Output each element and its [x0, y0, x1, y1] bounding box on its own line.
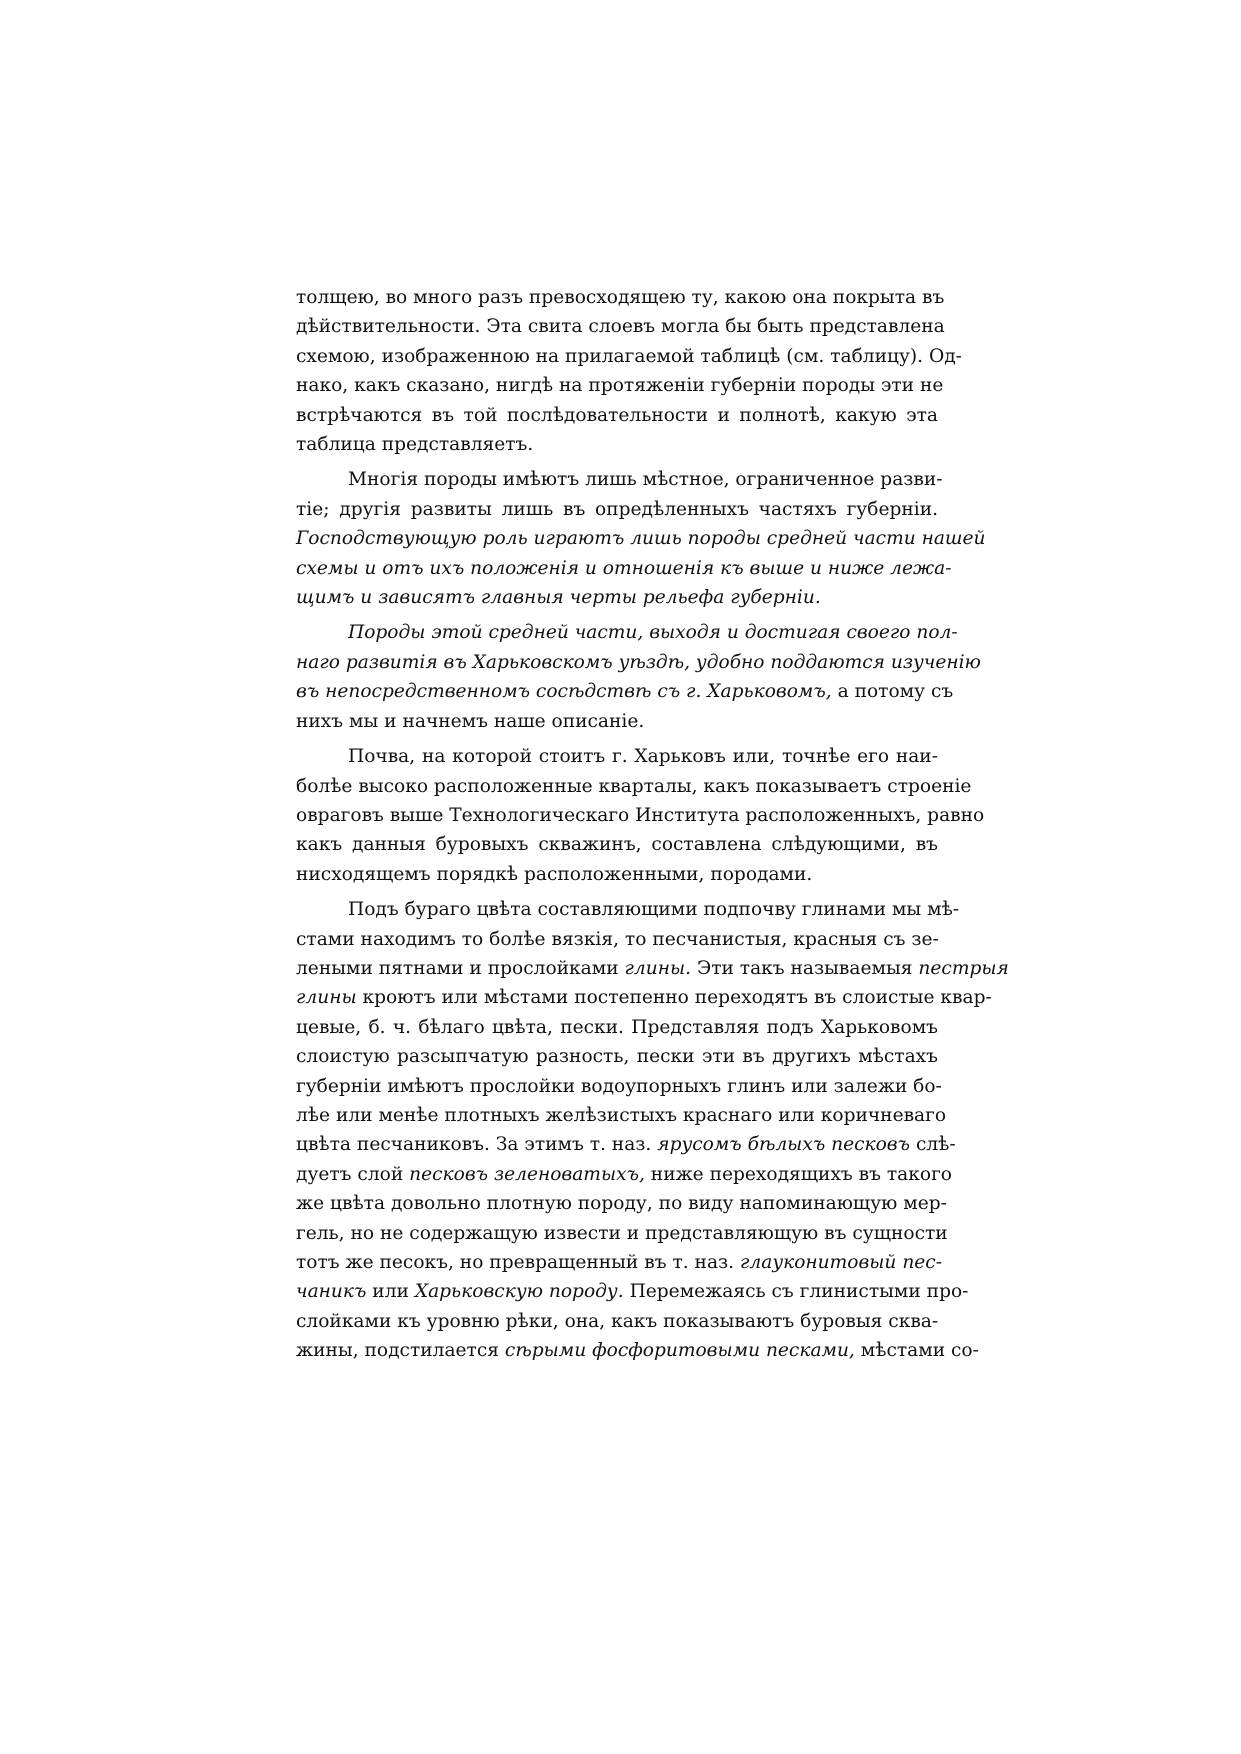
text-line: гель, но не содержащую извести и представляющую въ сущности — [296, 1222, 948, 1244]
italic-text: чаникъ — [296, 1281, 367, 1303]
text-line: схемою, изображенною на прилагаемой таблицѣ (см. таблицу). Од- — [296, 345, 962, 367]
text-run: Перемежаясь съ глинистыми про- — [629, 1281, 969, 1303]
text-run: дуетъ слой — [296, 1163, 404, 1185]
text-line: болѣе высоко расположенные кварталы, какъ показываетъ строеніе — [296, 775, 972, 797]
text-line — [296, 1130, 956, 1159]
paragraph — [296, 283, 962, 459]
italic-text: глины. — [624, 957, 692, 979]
paragraph — [296, 895, 1009, 1366]
italic-text: ярусомъ бѣлыхъ песковъ — [657, 1134, 911, 1156]
body-text — [296, 283, 1009, 1366]
text-line: таблица представляетъ. — [296, 434, 534, 456]
text-line — [296, 1277, 969, 1306]
text-line: какъ данныя буровыхъ скважинъ, составлена слѣдующими, въ — [296, 834, 938, 856]
text-run: ниже переходящихъ въ такого — [650, 1163, 953, 1185]
paragraph — [296, 618, 981, 736]
text-run: или — [372, 1281, 409, 1303]
text-line — [296, 1160, 953, 1189]
text-line: тіе; другія развиты лишь въ опредѣленныхъ частяхъ губерніи. — [296, 498, 938, 520]
text-line: толщею, во много разъ превосходящею ту, какою она покрыта въ — [296, 287, 945, 308]
text-line: нихъ мы и начнемъ наше описаніе. — [296, 710, 645, 732]
text-run: цвѣта песчаниковъ. За этимъ т. наз. — [296, 1134, 652, 1156]
paragraph — [296, 742, 985, 889]
text-line: лѣе или менѣе плотныхъ желѣзистыхъ краснаго или коричневаго — [296, 1104, 947, 1126]
text-line: стами находимъ то болѣе вязкія, то песчанистыя, красныя съ зе- — [296, 928, 939, 950]
text-line: губерніи имѣютъ прослойки водоупорныхъ глинъ или залежи бо- — [296, 1075, 942, 1097]
text-line: нако, какъ сказано, нигдѣ на протяженіи губерніи породы эти не — [296, 375, 944, 397]
italic-text: наго развитія въ Харьковскомъ уѣздѣ, удобно поддаются изученію — [296, 651, 981, 673]
italic-text: щимъ и зависятъ главныя черты рельефа губерніи. — [296, 587, 821, 609]
text-line — [296, 1248, 942, 1277]
text-run: а потому съ — [837, 681, 954, 703]
text-line — [296, 618, 958, 647]
italic-text: глауконитовый пес- — [740, 1252, 942, 1273]
text-run: мѣстами со- — [860, 1340, 979, 1362]
text-line: нисходящемъ порядкѣ расположенными, породами. — [296, 863, 813, 885]
text-line — [296, 983, 992, 1012]
text-line: дѣйствительности. Эта свита слоевъ могла бы быть представлена — [296, 316, 945, 338]
text-line: же цвѣта довольно плотную породу, по виду напоминающую мер- — [296, 1193, 947, 1215]
text-line — [296, 1336, 979, 1365]
text-run: жины, подстилается — [296, 1340, 499, 1362]
text-line: овраговъ выше Технологическаго Института расположенныхъ, равно — [296, 804, 985, 826]
italic-text: глины — [296, 987, 357, 1009]
text-line — [296, 677, 954, 706]
italic-text: пестрыя — [918, 957, 1009, 979]
italic-text: Породы этой средней части, выходя и достигая своего пол- — [348, 622, 958, 644]
text-run: Эти такъ называемыя — [696, 957, 913, 979]
text-line — [296, 954, 1009, 983]
italic-text: Харьковскую породу. — [414, 1281, 624, 1303]
text-line — [296, 648, 981, 677]
text-line: встрѣчаются въ той послѣдовательности и полнотѣ, какую эта — [296, 404, 938, 426]
text-line: Многія породы имѣютъ лишь мѣстное, ограниченное разви- — [348, 469, 943, 491]
text-run: слѣ- — [915, 1134, 956, 1156]
text-line: слоистую разсыпчатую разность, пески эти въ другихъ мѣстахъ — [296, 1046, 938, 1068]
text-run: леными пятнами и прослойками — [296, 957, 619, 979]
text-line: слойками къ уровню рѣки, она, какъ показываютъ буровыя сква- — [296, 1310, 939, 1332]
italic-text: въ непосредственномъ сосѣдствѣ съ г. Харьковомъ, — [296, 681, 832, 703]
italic-text: Господствующую роль играютъ лишь породы средней части нашей — [296, 528, 986, 550]
text-line — [296, 524, 986, 553]
italic-text: сѣрыми фосфоритовыми песками, — [504, 1340, 855, 1362]
text-line: Почва, на которой стоитъ г. Харьковъ или, точнѣе его наи- — [348, 746, 938, 768]
paragraph — [296, 465, 986, 612]
italic-text: песковъ зеленоватыхъ, — [409, 1163, 645, 1185]
text-run: тотъ же песокъ, но превращенный въ т. наз. — [296, 1252, 735, 1273]
text-line — [296, 554, 952, 583]
text-run: кроютъ или мѣстами постепенно переходятъ въ слоистые квар- — [362, 987, 992, 1009]
text-line: цевые, б. ч. бѣлаго цвѣта, пески. Представляя подъ Харьковомъ — [296, 1016, 938, 1038]
text-line — [296, 583, 938, 612]
text-line: Подъ бураго цвѣта составляющими подпочву глинами мы мѣ- — [348, 899, 960, 921]
italic-text: схемы и отъ ихъ положенія и отношенія къ выше и ниже лежа- — [296, 557, 952, 579]
